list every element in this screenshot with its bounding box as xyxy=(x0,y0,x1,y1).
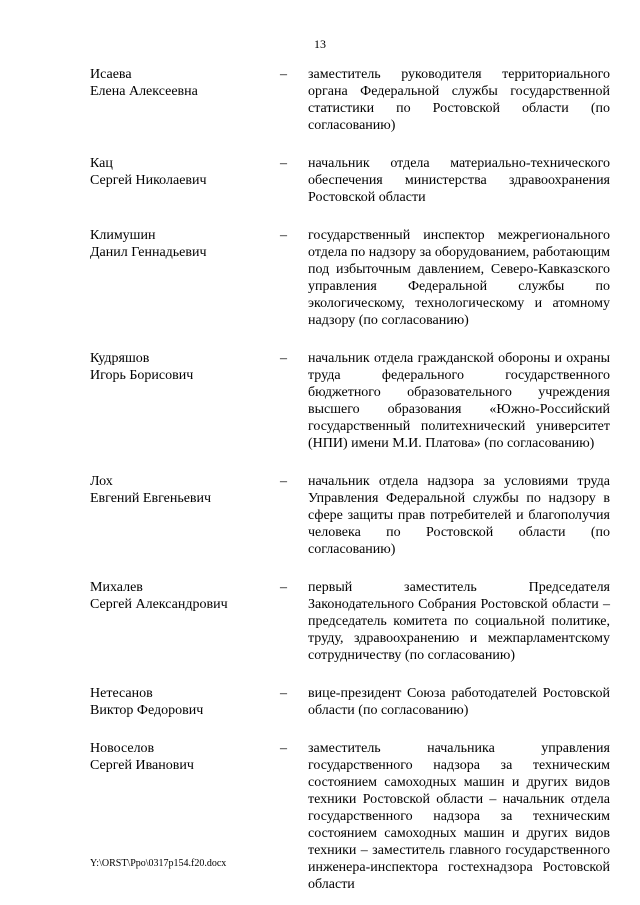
member-given-name: Сергей Александрович xyxy=(90,597,228,612)
member-given-name: Елена Алексеевна xyxy=(90,84,198,99)
list-item xyxy=(90,473,610,558)
member-name xyxy=(90,579,280,613)
member-surname: Климушин xyxy=(90,228,156,243)
member-position: начальник отдела гражданской обороны и охраны труда федерального государственного бюджетного образовательного учреждения высшего образования «Южно-Российский государственный политехнический университет (НПИ) имени М.И. Платова» (по согласованию) xyxy=(308,351,610,451)
member-surname: Кац xyxy=(90,156,113,171)
member-given-name: Сергей Иванович xyxy=(90,758,194,773)
separator-dash: – xyxy=(280,686,287,701)
list-item xyxy=(90,66,610,134)
member-position: первый заместитель Председателя Законодательного Собрания Ростовской области – председатель комитета по социальной политике, труду, здравоохранению и межпарламентскому сотрудничеству (по согласованию) xyxy=(308,580,610,663)
list-item xyxy=(90,227,610,329)
member-name xyxy=(90,66,280,100)
member-given-name: Виктор Федорович xyxy=(90,703,204,718)
list-item xyxy=(90,740,610,893)
member-name xyxy=(90,473,280,507)
member-surname: Исаева xyxy=(90,67,132,82)
list-item xyxy=(90,155,610,206)
member-given-name: Сергей Николаевич xyxy=(90,173,207,188)
member-name xyxy=(90,685,280,719)
list-item xyxy=(90,685,610,719)
member-surname: Лох xyxy=(90,474,113,489)
member-given-name: Данил Геннадьевич xyxy=(90,245,207,260)
member-list xyxy=(90,66,610,893)
member-name xyxy=(90,227,280,261)
member-position: государственный инспектор межрегионального отдела по надзору за оборудованием, работающим под избыточным давлением, Северо-Кавказского управления Федеральной службы по экологическому, технологическому и атомному надзору (по согласованию) xyxy=(308,228,610,328)
member-surname: Кудряшов xyxy=(90,351,150,366)
separator-dash: – xyxy=(280,156,287,171)
list-item xyxy=(90,350,610,452)
member-position: начальник отдела надзора за условиями труда Управления Федеральной службы по надзору в сфере защиты прав потребителей и благополучия человека по Ростовской области (по согласованию) xyxy=(308,474,610,557)
member-surname: Новоселов xyxy=(90,741,155,756)
page-number: 13 xyxy=(314,37,326,51)
separator-dash: – xyxy=(280,580,287,595)
member-position: начальник отдела материально-технического обеспечения министерства здравоохранения Ростовской области xyxy=(308,156,610,205)
separator-dash: – xyxy=(280,351,287,366)
member-position: заместитель руководителя территориального органа Федеральной службы государственной статистики по Ростовской области (по согласованию) xyxy=(308,67,610,133)
list-item xyxy=(90,579,610,664)
file-path-footer: Y:\ORST\Ppo\0317p154.f20.docx xyxy=(90,858,227,869)
member-position: заместитель начальника управления государственного надзора за техническим состоянием самоходных машин и других видов техники Ростовской области – начальник отдела государственного надзора за техническим состоянием самоходных машин и других видов техники – заместитель главного государственного инженера-инспектора гостехнадзора Ростовской области xyxy=(308,741,610,892)
member-surname: Михалев xyxy=(90,580,143,595)
separator-dash: – xyxy=(280,228,287,243)
member-position: вице-президент Союза работодателей Ростовской области (по согласованию) xyxy=(308,686,610,718)
separator-dash: – xyxy=(280,474,287,489)
member-given-name: Евгений Евгеньевич xyxy=(90,491,212,506)
member-name xyxy=(90,155,280,189)
member-name xyxy=(90,740,280,774)
member-name xyxy=(90,350,280,384)
member-given-name: Игорь Борисович xyxy=(90,368,194,383)
member-surname: Нетесанов xyxy=(90,686,153,701)
separator-dash: – xyxy=(280,67,287,82)
separator-dash: – xyxy=(280,741,287,756)
